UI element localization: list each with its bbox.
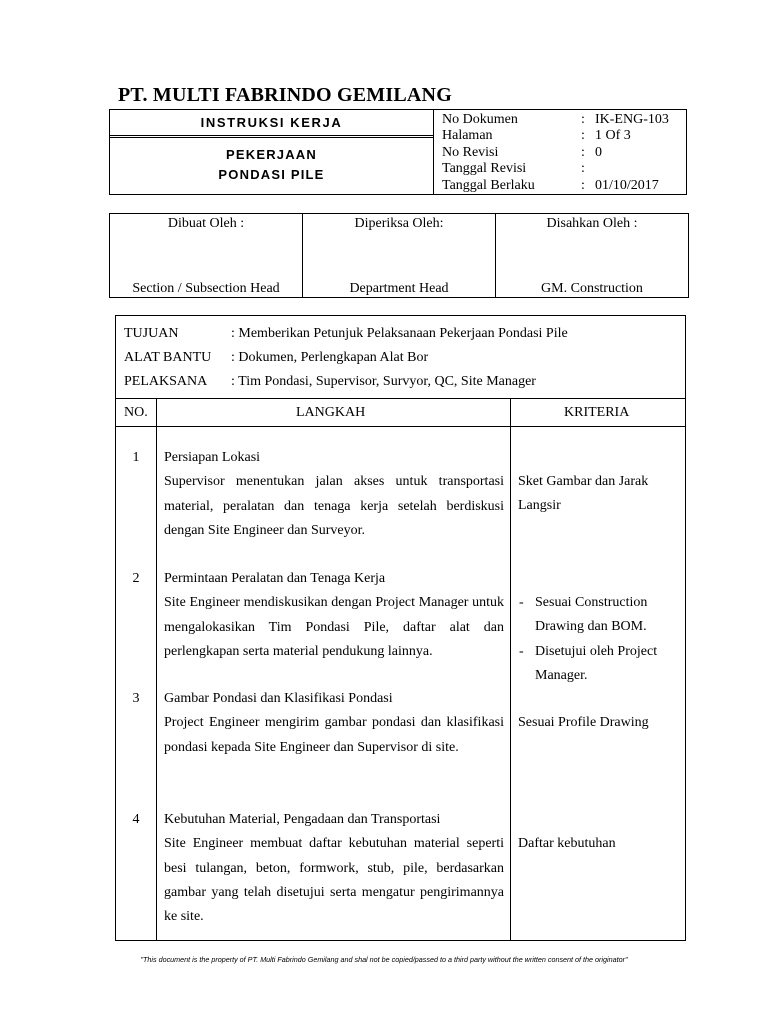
- document-subject: [110, 145, 433, 185]
- step-body: Site Engineer mendiskusikan dengan Project Manager untuk mengalokasikan Tim Pondasi Pile, daftar alat dan perlengkapan serta material pendukung lainnya.: [164, 595, 504, 659]
- step-number: 2: [132, 571, 140, 586]
- document-title-block: [110, 110, 434, 194]
- criteria-text: Sket Gambar dan Jarak Langsir: [518, 474, 649, 514]
- meta-value: IK-ENG-103: [595, 112, 669, 127]
- meta-row: No Revisi : 0: [442, 144, 602, 160]
- step-number: 4: [132, 812, 140, 827]
- approval-cell-approved: [495, 214, 688, 297]
- meta-label: No Revisi: [442, 144, 499, 160]
- meta-row: Tanggal Revisi :: [442, 161, 585, 177]
- approval-label: Diperiksa Oleh:: [354, 216, 444, 231]
- step-body: Supervisor menentukan jalan akses untuk transportasi material, peralatan dan tenaga kerja setelah berdiskusi dengan Site Engineer dan Surveyor.: [164, 474, 504, 538]
- step-1: [164, 446, 504, 543]
- company-name: PT. MULTI FABRINDO GEMILANG: [118, 84, 452, 106]
- document-type: INSTRUKSI KERJA: [110, 110, 433, 136]
- subject-line-2: PONDASI PILE: [218, 167, 325, 182]
- meta-label: Tanggal Revisi: [442, 161, 527, 177]
- procedure-table: [115, 315, 686, 941]
- criteria-text: Daftar kebutuhan: [518, 836, 616, 851]
- step-body: Site Engineer membuat daftar kebutuhan material seperti besi tulangan, beton, formwork, stub, pile, berdasarkan gambar yang telah disetujui serta mengatur pengirimannya ke site.: [164, 836, 504, 925]
- table-header: [116, 398, 685, 427]
- approval-role: GM. Construction: [541, 281, 643, 296]
- header-kriteria: KRITERIA: [564, 405, 630, 420]
- meta-label: Halaman: [442, 128, 493, 144]
- header-langkah: LANGKAH: [296, 405, 366, 420]
- step-4: [164, 808, 504, 929]
- header-no: NO.: [124, 405, 148, 420]
- approval-cell-checked: [302, 214, 495, 297]
- meta-label: No Dokumen: [442, 112, 518, 127]
- step-title: Kebutuhan Material, Pengadaan dan Transportasi: [164, 812, 441, 827]
- meta-row: Halaman : 1 Of 3: [442, 128, 631, 144]
- meta-value: 1 Of 3: [595, 128, 631, 144]
- column-divider: [156, 398, 157, 427]
- column-divider: [510, 427, 511, 941]
- column-divider: [156, 427, 157, 941]
- step-1-criteria: [518, 470, 678, 519]
- meta-label: Tanggal Berlaku: [442, 177, 535, 193]
- criteria-bullet: - Disetujui oleh Project Manager.: [518, 640, 678, 689]
- criteria-bullet: - Sesuai Construction Drawing dan BOM.: [518, 591, 678, 640]
- step-title: Permintaan Peralatan dan Tenaga Kerja: [164, 571, 386, 586]
- step-title: Gambar Pondasi dan Klasifikasi Pondasi: [164, 691, 393, 706]
- approval-label: Disahkan Oleh :: [546, 216, 638, 231]
- meta-value: 0: [595, 144, 602, 160]
- subject-line-1: PEKERJAAN: [226, 147, 317, 162]
- info-alat-bantu: ALAT BANTU : Dokumen, Perlengkapan Alat Bor: [124, 350, 429, 365]
- step-number: 1: [132, 450, 140, 465]
- step-2-criteria: [518, 591, 678, 688]
- step-2: [164, 567, 504, 664]
- step-3-criteria: [518, 711, 678, 735]
- info-pelaksana: PELAKSANA : Tim Pondasi, Supervisor, Survyor, QC, Site Manager: [124, 374, 536, 389]
- approval-cell-made: [110, 214, 302, 297]
- document-header: [109, 109, 687, 195]
- approval-role: Department Head: [349, 281, 449, 296]
- column-divider: [510, 398, 511, 427]
- document-meta: [442, 112, 669, 194]
- info-tujuan: TUJUAN : Memberikan Petunjuk Pelaksanaan Pekerjaan Pondasi Pile: [124, 326, 568, 341]
- step-number: 3: [132, 691, 140, 706]
- criteria-text: Sesuai Profile Drawing: [518, 715, 649, 730]
- step-3: [164, 687, 504, 760]
- approval-table: [109, 213, 689, 298]
- approval-label: Dibuat Oleh :: [167, 216, 245, 231]
- meta-row: No Dokumen : IK-ENG-103: [442, 112, 669, 127]
- meta-row: Tanggal Berlaku : 01/10/2017: [442, 177, 659, 193]
- step-body: Project Engineer mengirim gambar pondasi dan klasifikasi pondasi kepada Site Engineer dan Supervisor di site.: [164, 715, 504, 755]
- meta-value: 01/10/2017: [595, 177, 659, 193]
- approval-role: Section / Subsection Head: [132, 281, 280, 296]
- confidentiality-footer: "This document is the property of PT. Multi Fabrindo Gemilang and shal not be copied/passed to a third party without the written consent of the originator": [140, 955, 628, 964]
- step-title: Persiapan Lokasi: [164, 450, 261, 465]
- step-4-criteria: [518, 832, 678, 856]
